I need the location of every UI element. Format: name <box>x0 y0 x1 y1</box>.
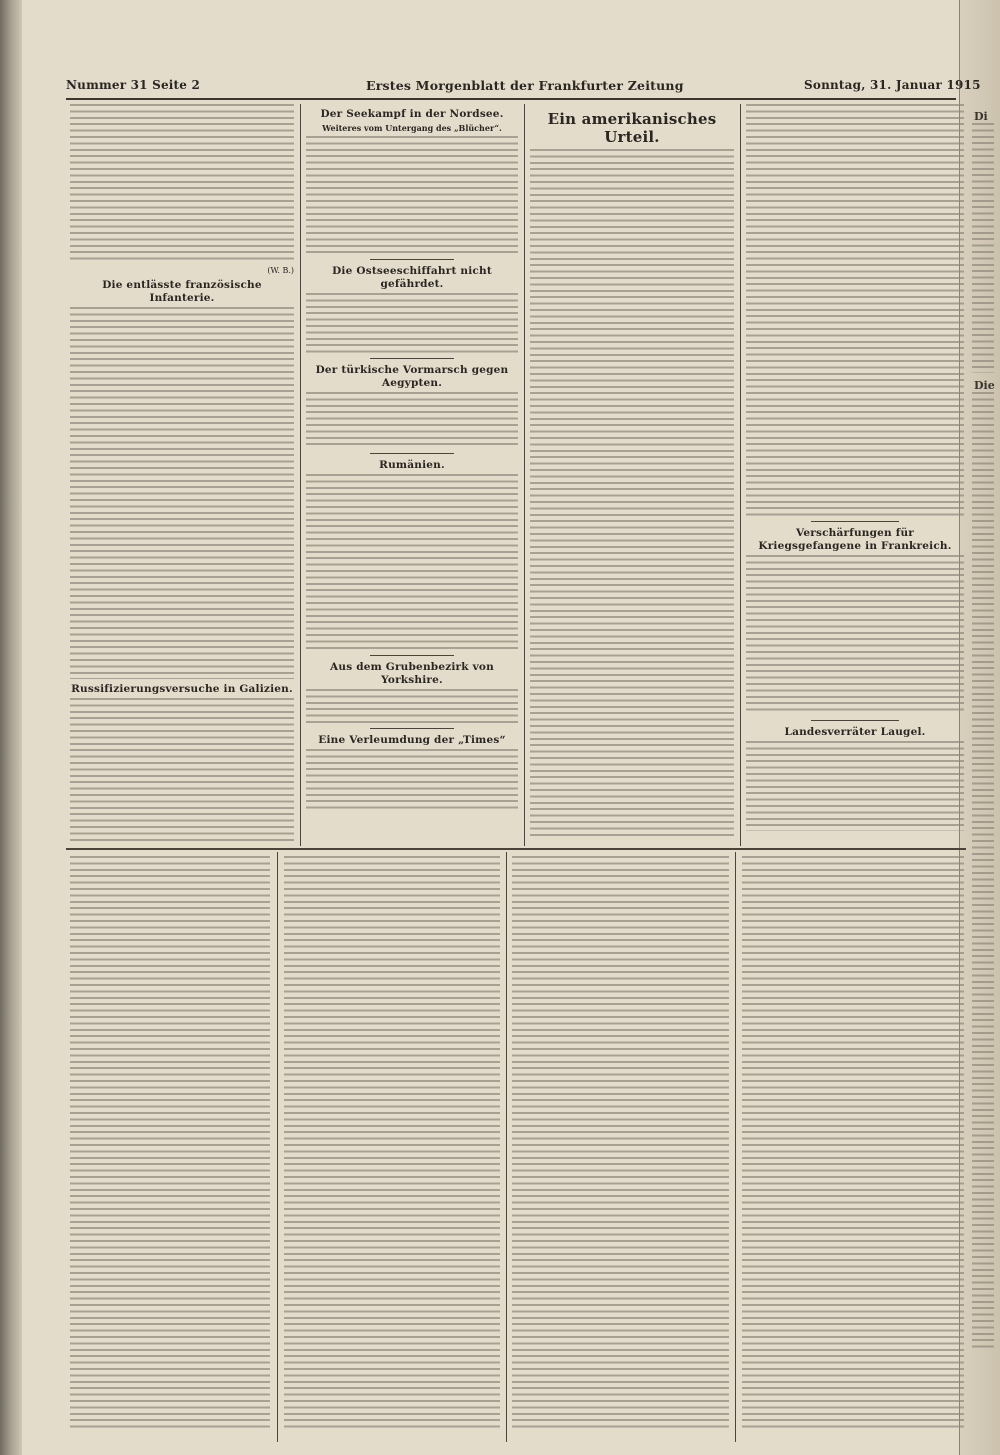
article-body-text <box>746 104 964 516</box>
article-separator <box>370 655 455 656</box>
feuilleton-column-2 <box>284 856 500 1436</box>
page-binding <box>0 0 22 1455</box>
headline-amerikanisches-urteil: Ein amerikanisches Urteil. <box>547 110 717 146</box>
section-divider <box>66 848 966 850</box>
column-2 <box>306 104 518 844</box>
article-separator <box>811 720 898 721</box>
headline-galizien: Russifizierungsversuche in Galizien. <box>71 683 293 695</box>
feuilleton-column-3 <box>512 856 729 1436</box>
adjacent-page-text <box>972 123 994 373</box>
adjacent-page-strip <box>972 90 998 1450</box>
column-rule <box>740 104 741 846</box>
headline-seekampf: Der Seekampf in der Nordsee. <box>320 108 504 120</box>
article-separator <box>370 259 455 260</box>
feuilleton-body-text <box>742 856 964 1432</box>
article-body-text <box>746 741 964 831</box>
article-body-text <box>306 749 518 811</box>
article-body-text <box>306 293 518 353</box>
adjacent-page-text <box>972 392 994 1352</box>
feuilleton-column-1 <box>70 856 270 1436</box>
article-body-text <box>306 474 518 650</box>
subheadline-bluecher: Weiteres vom Untergang des „Blücher“. <box>322 123 502 133</box>
feuilleton-body-text <box>512 856 729 1432</box>
headline-kriegsgefangene: Verschärfungen für Kriegsgefangene in Frankreich. <box>758 527 952 552</box>
header-issue-number: Nummer 31 Seite 2 <box>66 78 201 92</box>
article-body-text <box>306 392 518 448</box>
feuilleton-body-text <box>284 856 500 1432</box>
headline-ostseeschiffahrt: Die Ostseeschiffahrt nicht gefährdet. <box>332 265 492 290</box>
feuilleton-column-4 <box>742 856 964 1436</box>
article-separator <box>370 728 455 729</box>
headline-rumaenien: Rumänien. <box>379 459 445 471</box>
headline-laugel: Landesverräter Laugel. <box>784 726 926 738</box>
header-date: Sonntag, 31. Januar 1915 <box>804 78 981 92</box>
headline-aegypten: Der türkische Vormarsch gegen Aegypten. <box>315 364 509 389</box>
article-body-text <box>70 104 294 264</box>
article-separator <box>370 453 455 454</box>
page-header <box>66 78 981 100</box>
column-rule <box>735 852 736 1442</box>
article-signature: (W. B.) <box>267 266 294 275</box>
article-body-text <box>70 307 294 679</box>
feuilleton-body-text <box>70 856 270 1432</box>
adjacent-page-fragment: Die <box>974 379 995 392</box>
headline-times: Eine Verleumdung der „Times“ <box>318 734 506 746</box>
adjacent-page-fragment: Di <box>974 110 988 123</box>
article-body-text <box>70 698 294 844</box>
article-body-text <box>530 149 734 839</box>
article-body-text <box>306 689 518 723</box>
column-rule <box>506 852 507 1442</box>
article-separator <box>370 358 455 359</box>
column-4 <box>746 104 964 844</box>
column-rule <box>277 852 278 1442</box>
article-separator <box>811 521 898 522</box>
column-rule <box>524 104 525 846</box>
column-3 <box>530 104 734 844</box>
header-masthead: Erstes Morgenblatt der Frankfurter Zeitung <box>366 78 684 93</box>
headline-yorkshire: Aus dem Grubenbezirk von Yorkshire. <box>330 661 494 686</box>
headline-infanterie: Die entlässte französische Infanterie. <box>102 279 262 304</box>
column-rule <box>300 104 301 846</box>
header-rule <box>66 98 956 100</box>
column-1 <box>70 104 294 844</box>
article-body-text <box>306 136 518 254</box>
article-body-text <box>746 555 964 715</box>
